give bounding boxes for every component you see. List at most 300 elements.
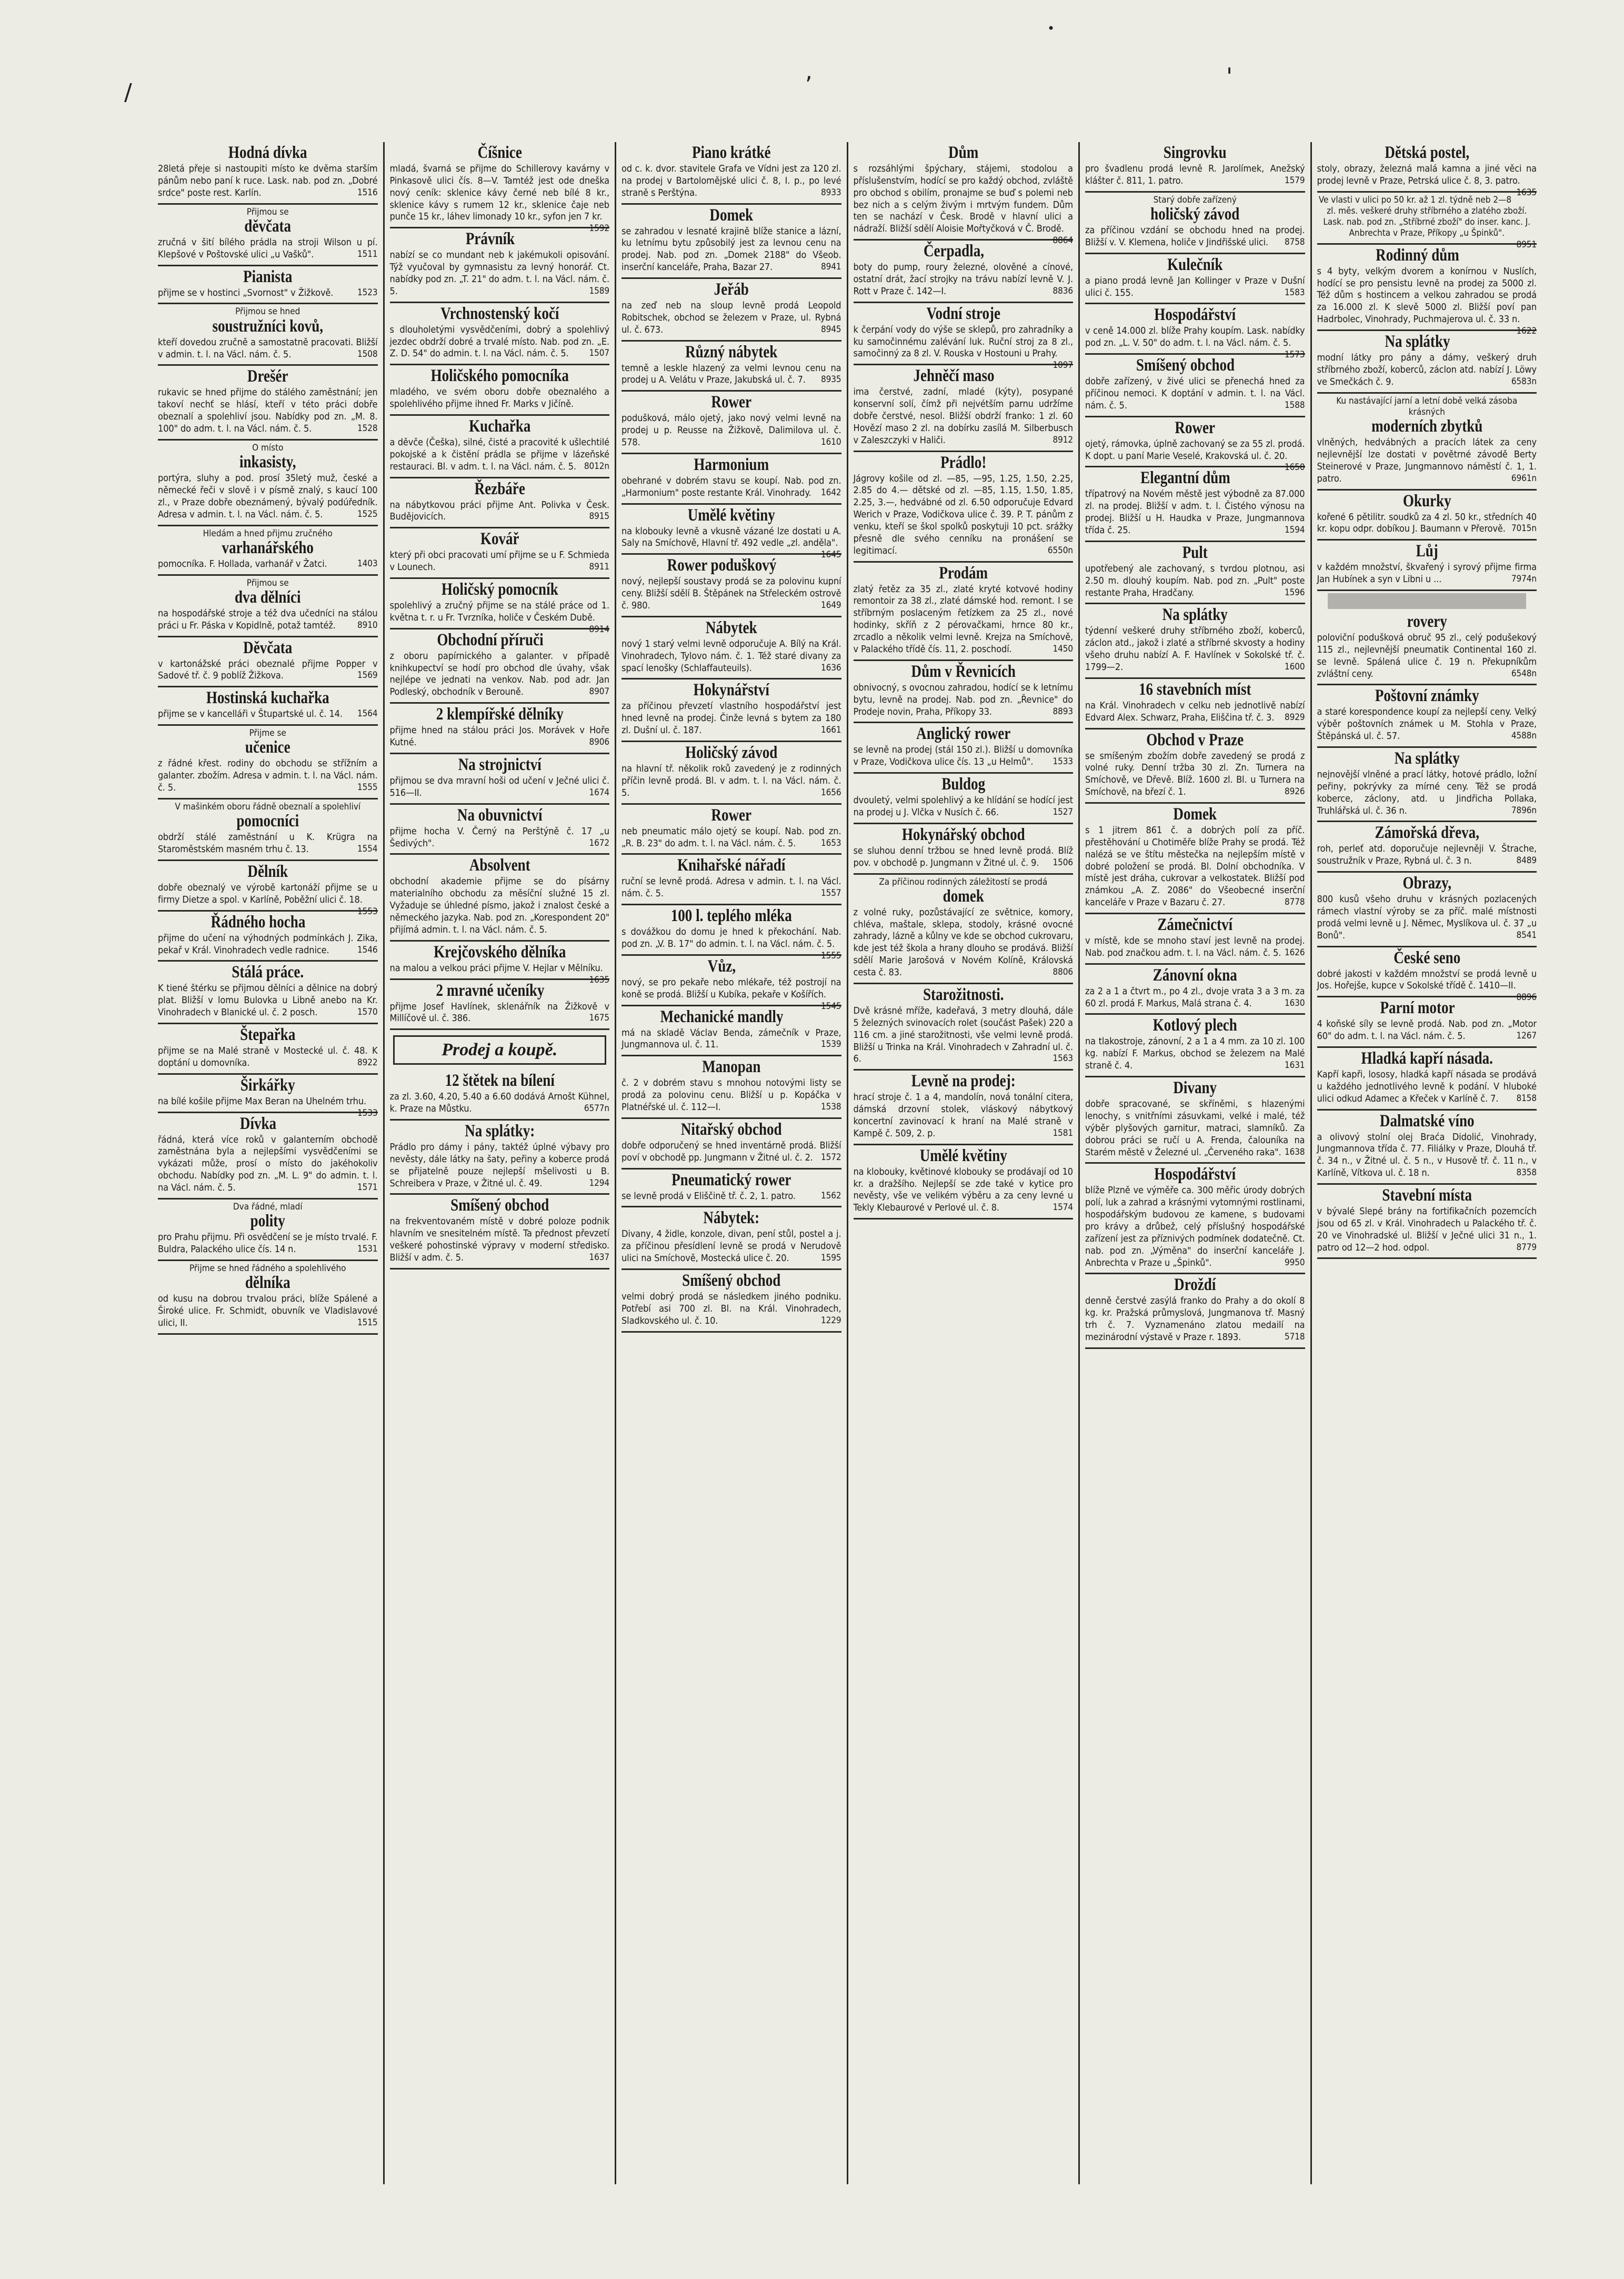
ad-body: [854, 744, 1074, 768]
ad-headline: Smíšený obchod: [450, 1196, 549, 1215]
classified-ad: [158, 576, 378, 637]
ad-body: [621, 525, 841, 561]
ad-body-text: za příčinou vzdání se obchodu hned na prodej. Bližší v. V. Klemena, holiče v Jindřišské ulici.: [1085, 224, 1305, 248]
ad-body-text: k čerpání vody do výše se sklepů, pro zahradníky a ku samočinnému zalévání luk. Ruční stroj za 8 zl., samočinný za 8 zl. V. Rouska v Hostouni u Prahy.: [853, 324, 1073, 359]
ad-number: 1553: [357, 906, 378, 917]
ad-body: [1085, 1036, 1305, 1072]
ad-body-text: spolehlivý a zručný přijme se na stálé práce od 1. května t. r. u Fr. Tvrzníka, holiče v Českém Dubě.: [389, 600, 609, 623]
ad-headline: Holičský závod: [685, 743, 778, 763]
ad-body-text: neb pneumatic málo ojetý se koupí. Nab. pod zn. „R. B. 23" do adm. t. l. na Václ. nám. č. 5.: [621, 825, 841, 849]
classified-ad: [1317, 331, 1537, 394]
ad-body-text: na Král. Vinohradech v celku neb jednotlivě nabízí Edvard Alex. Schwarz, Praha, Eliščina tř. č. 3.: [1085, 699, 1305, 723]
ad-body-text: na frekventovaném místě v dobré poloze podnik hlavním ve snesitelném místě. Ta přednost převzetí veškeré pohostinské výpravy v moderní středisko. Bližší v adm. č. 5.: [389, 1216, 609, 1263]
ad-body: [1317, 1132, 1537, 1180]
ad-body-text: obdrží stálé zaměstnání u K. Krügra na Staroměstském masném trhu č. 13.: [158, 832, 378, 855]
ad-body: [854, 1005, 1074, 1065]
ad-headline: Hladká kapří násada.: [1361, 1049, 1493, 1068]
ad-body-text: dobře zařízený, v živé ulici se přenechá hned za příčinou nemoci. K doptání v admin. t. l. na Václ. nám. č. 5.: [1085, 376, 1305, 411]
ad-headline: Hokynářství: [693, 681, 769, 700]
ad-body: [854, 1166, 1074, 1214]
ad-body-text: přijmou se dva mravní hoši od učení v Ječné ulici č. 516—II.: [389, 775, 609, 798]
ad-headline: polity: [250, 1212, 285, 1231]
classified-ad: [621, 142, 841, 205]
classified-ad: [854, 452, 1074, 563]
ad-number: 8935: [820, 374, 841, 385]
classified-ad: [158, 266, 378, 305]
ad-body-text: dvouletý, velmi spolehlivý a ke hlídání se hodící jest na prodej u J. Vlčka v Nusích č. 66.: [853, 795, 1073, 818]
ad-body-text: blíže Plzně ve výměře ca. 300 měřic úrody dobrých polí, luk a zahrad a krásnými vytomnými rostlinami, hospodářským budovou ze kamene, s budovami pro krávy a drůbež, celý příslušný hospodářské zařízení jest za příznivých podmínek dodatečně. Ct. nab. pod zn. „Výměna" do inserční kanceláře J. Anbrechta v Praze u „Špinků".: [1085, 1185, 1305, 1268]
ad-headline: Kuchařka: [468, 417, 530, 436]
ad-body: [1317, 352, 1537, 388]
ad-headline: Zánovní okna: [1152, 965, 1237, 985]
ad-body-text: modní látky pro pány a dámy, veškerý druh stříbrného zboží, koberců, záclon atd. nabízí J. Löwy ve Smečkách č. 9.: [1317, 352, 1537, 387]
classified-ad: [621, 1056, 841, 1119]
classified-ad: [158, 912, 378, 962]
ad-body: [621, 976, 841, 1012]
classified-ad: [389, 142, 610, 234]
scan-mark: ': [1226, 63, 1233, 90]
ad-number: 1635: [589, 974, 609, 985]
classified-ad: [621, 742, 841, 805]
ad-lead-in: V mašinkém oboru řádně obeznalí a spolehliví: [175, 801, 361, 812]
ad-number: 1523: [357, 287, 378, 298]
ad-headline: Divany: [1173, 1078, 1217, 1098]
classified-ad: [621, 1207, 841, 1270]
ad-body-text: denně čerstvé zasýlá franko do Prahy a do okolí 8 kg. kr. Pražská průmyslová, Jungmanova tř. Masný trh č. 7. Vyznamenáno zlatou medailí na mezinárodní výstavě v Praze r. 1893.: [1085, 1295, 1305, 1343]
ad-body-text: řádná, která více roků v galanterním obchodě zaměstnána byla a nejlepšími vysvědčeními se vykázati může, prosí o místo do jakéhokoliv obchodu. Nabídky pod zn. „M. L. 9" do admin. t. l. na Václ. nám. č. 5.: [158, 1134, 378, 1193]
ad-number: 8836: [1052, 285, 1073, 296]
ad-number: 8864: [1052, 235, 1073, 246]
ad-body-text: 28letá přeje si nastoupiti místo ke dvěma starším pánům nebo paní k ruce. Lask. nab. pod zn. „Dobré srdce" poste rest. Karlín.: [158, 163, 378, 198]
section-banner-text: Prodej a koupě.: [442, 1040, 558, 1060]
classified-ad: [854, 723, 1074, 774]
ad-body-text: přijme hned na stálou práci Jos. Morávek v Hoře Kutné.: [389, 725, 609, 748]
ad-body-text: Divany, 4 židle, konzole, divan, pení stůl, postel a j. za příčinou přesídlení levně se prodá v Nerudově ulici na Smíchově, Mostecká ulice č. 20.: [621, 1228, 841, 1264]
ad-lead-in: Dva řádné, mladí: [233, 1201, 303, 1212]
ad-headline: Širkářky: [240, 1075, 295, 1095]
ad-headline: Hospodářství: [1154, 1165, 1236, 1184]
ad-body-text: na klobouky levně a vkusně vázané lze dostati u A. Saly na Smíchově, Hlavní tř. 492 vedle „zl. anděla".: [621, 525, 841, 549]
ad-body: [854, 795, 1074, 819]
ad-body-text: v každém množství, škvařený i syrový přijme firma Jan Hubínek a syn v Libni u ...: [1317, 562, 1537, 585]
ad-body: [1085, 438, 1305, 473]
ad-headline: Smíšený obchod: [1136, 356, 1235, 375]
ad-headline: Prodám: [938, 563, 988, 583]
ad-body-text: vlněných, hedvábných a pracích látek za ceny nejlevnější lze dostati v povětrné závodě Berty Steinerové v Praze, Jungmannovo náměstí č. 1, 1. patro.: [1317, 437, 1537, 484]
ad-body: [390, 826, 610, 850]
ad-body: [158, 163, 378, 199]
ad-number: 8758: [1284, 236, 1305, 247]
ad-body: [158, 337, 378, 361]
ad-body: [158, 933, 378, 957]
ad-body-text: kořené 6 pětilitr. soudků za 4 zl. 50 kr., středních 40 kr. kopu odpr. dobíkou J. Baumann v Přerově.: [1317, 511, 1537, 535]
ad-headline: Pneumatický rower: [671, 1170, 791, 1190]
scan-mark: /: [124, 79, 132, 106]
ad-body-text: kteří dovedou zručně a samostatně pracovati. Bližší v admin. t. l. na Václ. nám. č. 5.: [158, 336, 378, 360]
ad-body: [1085, 225, 1305, 249]
ad-number: 1267: [1516, 1031, 1537, 1042]
ad-body: [1085, 825, 1305, 909]
ad-body-text: Prádlo pro dámy i pány, taktéž úplné výbavy pro nevěsty, dále látky na šaty, peřiny a koberce prodá se přijatelně pouze nejlepší mšelivosti u B. Schreibera v Praze, v Žitné ul. č. 49.: [389, 1141, 609, 1189]
ad-number: 6577n: [584, 1103, 609, 1114]
ad-headline: 2 mravné učeníky: [436, 981, 544, 1000]
ad-body: [854, 473, 1074, 557]
ad-number: 1508: [357, 348, 378, 359]
ad-body-text: s rozsáhlými špýchary, stájemi, stodolou a příslušenstvím, hodící se pro každý obchod, zvláště pro obchod s obilím, pronajme se buď s polemi neb bez nich a s celým živým i mrtvým fundem. Dům ten se nachází v Česk. Brodě v hlavní ulici a nádraží. Bližší sdělí Aloisie Mořtyčková v Č. Brodě.: [853, 163, 1073, 235]
ad-headline: Dalmatské víno: [1379, 1111, 1475, 1131]
ad-body: [1317, 163, 1537, 198]
ad-body-text: obchodní akademie přijme se do písárny materialního obchodu za měsíční služné 15 zl. Vyžaduje se úhledné písmo, jakož i znalost české a německého jazyka. Nab. pod zn. „Korespondent 20" přijímá admin. t. l. na Václ. nám. č. 5.: [389, 876, 609, 935]
ad-body: [389, 600, 610, 635]
ad-body: [1317, 769, 1537, 817]
ad-body-text: nový, nejlepší soustavy prodá se za polovinu kupní ceny. Bližší sdělí B. Štěpánek na Střeleckém ostrově č. 980.: [621, 576, 841, 612]
ad-body: [1317, 843, 1537, 867]
ad-body-text: na zeď neb na sloup levně prodá Leopold Robitschek, obchod se železem v Praze, ul. Rybná ul. č. 673.: [621, 300, 841, 335]
ad-headline: Rower poduškový: [667, 556, 777, 575]
ad-number: 7896n: [1511, 805, 1537, 816]
ad-number: 8915: [589, 511, 609, 522]
classified-ad: [158, 687, 378, 726]
ad-number: 1531: [357, 1243, 378, 1254]
ad-headline: Vodní stroje: [926, 304, 1000, 323]
ad-number: 8912: [1052, 434, 1073, 445]
ad-number: 1610: [820, 437, 841, 448]
ad-body-text: se levně prodá v Eliščině tř. č. 2, 1. patro.: [621, 1190, 796, 1202]
ad-headline: Pult: [1182, 543, 1208, 562]
ad-number: 1638: [1284, 1146, 1305, 1157]
ad-body-text: pomocníka. F. Hollada, varhanář v Žatci.: [158, 558, 327, 569]
ad-body: [158, 608, 378, 632]
ad-body: [158, 1045, 378, 1069]
ad-headline: Domek: [1173, 805, 1217, 824]
ad-headline: Absolvent: [469, 856, 530, 875]
ad-number: 7974n: [1511, 574, 1537, 585]
ad-headline: učenice: [245, 738, 290, 757]
ad-headline: holičský závod: [1150, 204, 1240, 224]
ad-headline: Anglický rower: [916, 724, 1010, 744]
ad-body-text: dobré jakosti v každém množství se prodá levně u Jos. Hořejše, kupce v Sokolské třídě č. 1410—II.: [1317, 968, 1537, 992]
ad-body: [389, 962, 610, 985]
classified-ad: [158, 962, 378, 1024]
ad-headline: Obrazy,: [1402, 874, 1451, 893]
ad-body: [390, 249, 610, 297]
ad-number: 8951: [1516, 239, 1537, 250]
classified-ad: [390, 704, 610, 754]
ad-number: 1097: [1052, 360, 1073, 371]
ad-headline: Elegantní dům: [1140, 468, 1230, 488]
classified-ad: [390, 629, 610, 704]
ad-number: 8906: [589, 737, 609, 748]
classified-ad: [621, 1270, 841, 1333]
ad-number: 1403: [357, 558, 378, 569]
classified-ad: [854, 241, 1074, 303]
ad-body: [158, 558, 378, 571]
ad-number: 1525: [357, 508, 378, 519]
ad-body: [621, 1140, 841, 1164]
classified-ad: [158, 1261, 378, 1335]
classified-ad: [158, 1200, 378, 1261]
classified-ad: [158, 799, 378, 861]
ad-body-text: rukavic se hned přijme do stálého zaměstnání; jen takoví nechť se hlásí, kteří v této práci dobře obeznalí a spolehliví jsou. Nabídky pod zn. „M. 8. 100" do adm. t. l. na Václ. nám. č. 5.: [158, 387, 378, 434]
ad-number: 8910: [357, 619, 378, 631]
ad-headline: Buldog: [941, 775, 985, 794]
ad-body-text: Jágrovy košile od zl. —85, —95, 1.25, 1.50, 2.25, 2.85 do 4.— dětské od zl. —85, 1.15, 1.50, 1.85, 2.25, 3.—, hedvábné od zl. 6.50 odporučuje Edvard Werich v Praze, Vodičkova ulice č. 39. P. T. pánům z venku, kteří se škol spolků poskytuji 10 pct. srážky přesně dle svého cenníku na pronášení se legitimací.: [853, 473, 1073, 556]
ad-number: 1539: [820, 1039, 841, 1050]
ad-number: 1592: [589, 223, 609, 234]
ad-headline: Parní motor: [1379, 998, 1455, 1018]
ad-headline: Děvčata: [243, 638, 293, 657]
ad-body-text: v kartonážské práci obeznalé přijme Popper v Sadové tř. č. 9 poblíž Žižkova.: [158, 658, 378, 682]
ad-headline: Obchodní příruči: [436, 630, 544, 649]
classified-ad: [621, 1119, 841, 1170]
ad-body: [621, 475, 841, 499]
ad-headline: Manopan: [702, 1057, 761, 1077]
ad-body-text: přijme do učení na výhodných podmínkách J. Zika, pekař v Král. Vinohradech vedle radnice.: [158, 932, 378, 956]
ad-column: [1310, 142, 1542, 2184]
ad-body: [158, 287, 378, 299]
ad-body-text: se sluhou denní tržbou se hned levně prodá. Blíž pov. v obchodě p. Jungmann v Žitné ul. č. 9.: [853, 845, 1073, 868]
ad-number: 8922: [357, 1057, 378, 1068]
ad-body-text: a děvče (Češka), silné, čisté a pracovité k ušlechtilé pokojské a k čistění prádla se přijme v lázeňské restauraci. Bl. v adm. t. l. na Václ. nám. č. 5.: [389, 437, 609, 472]
ad-body: [853, 324, 1074, 371]
classified-ad: [1317, 193, 1537, 250]
ad-body: [1085, 700, 1305, 724]
classified-ad: [1317, 394, 1537, 491]
ad-body: [621, 413, 841, 449]
ad-body: [1317, 265, 1537, 337]
ad-body-text: se smíšeným zbožím dobře zavedený se prodá z volné ruky. Denní tržba 30 zl. Zn. Turnera na Smíchově, ve Dřevě. Blíž. 1600 zl. Bl. u Turnera na Smíchově, na březí č. 1.: [1085, 750, 1305, 798]
classified-ad: [621, 555, 841, 617]
ad-body-text: má na skladě Václav Benda, zámečník v Praze, Jungmannova ul. č. 11.: [621, 1027, 841, 1051]
ad-body-text: na hospodářské stroje a též dva učedníci na stálou práci u Fr. Páska v Kopidlně, potaž tamtéž.: [158, 607, 378, 631]
ad-number: 1557: [820, 888, 841, 899]
ad-body: [1317, 706, 1537, 743]
classified-ad: [1085, 965, 1305, 1015]
ad-body: [621, 926, 841, 961]
classified-ad: [158, 441, 378, 526]
ad-number: 1645: [820, 549, 841, 561]
classified-ad: [621, 392, 841, 454]
ad-number: 1675: [589, 1013, 609, 1024]
ad-body: [158, 758, 378, 794]
ad-headline: Na splátky: [1162, 605, 1228, 625]
ad-body-text: nejnovější vlněné a prací látky, hotové prádlo, ložní peřiny, pokrývky za mírné ceny. Též se prodá koberce, záclony, atd. u Jindřicha Pollaka, Truhlářská ul. č. 36 n.: [1317, 768, 1537, 816]
ad-body: [390, 499, 610, 524]
ad-body-text: z oboru papírnického a galanter. v případě knihkupectví se hodí pro obchod dle úvahy, však nejlépe ve jednati na venkov. Nab. pod adr. Jan Podleský, obchodník v Berouně.: [389, 650, 609, 698]
ad-body: [854, 682, 1074, 718]
ad-body: [854, 845, 1074, 869]
ad-headline: Rower: [711, 805, 752, 825]
ad-body-text: ruční se levně prodá. Adresa v admin. t. l. na Václ. nám. č. 5.: [621, 876, 841, 899]
ad-body-text: K tiené štérku se přijmou dělníci a dělnice na dobrý plat. Bližší v lomu Bulovka u Libně anebo na Kr. Vinohradech v Blanické ul. č. 2 posch.: [158, 983, 378, 1018]
classified-ad: [390, 228, 610, 303]
classified-ad: [1317, 873, 1537, 947]
ad-body-text: poloviční podušková obruč 95 zl., celý podušekový 115 zl., nejlevnější pneumatik Continental 160 zl. se levně. Spálená ulice č. 19 n. Překupníkům zvláštní ceny.: [1317, 632, 1537, 679]
classified-ad: [390, 754, 610, 805]
ad-body-text: pro švadlenu prodá levně R. Jarolímek, Anežský klášter č. 811, 1. patro.: [1085, 163, 1305, 186]
ad-number: 1622: [1516, 326, 1537, 337]
classified-ad: [853, 142, 1074, 246]
ad-body-text: mladá, švarná se přijme do Schillerovy kavárny v Pinkasově ulici čís. 8—V. Tamtéž jest ode dneška nový ceník: sklenice kávy černé neb bílé 8 kr., sklenice kávy s rumem 12 kr., sklenice čaje neb punče 15 kr., láhev limonady 10 kr., syfon jen 7 kr.: [389, 163, 609, 223]
ad-body-text: obehrané v dobrém stavu se koupí. Nab. pod zn. „Harmonium" poste restante Král. Vinohrady.: [621, 475, 841, 498]
ad-headline: Hospodářství: [1154, 305, 1236, 325]
ad-body: [621, 1228, 841, 1265]
ad-headline: Smíšený obchod: [682, 1271, 781, 1290]
ad-headline: Vůz,: [707, 956, 736, 976]
classified-ad: [1085, 679, 1305, 729]
ad-body: [158, 708, 378, 721]
classified-ad: [1317, 245, 1537, 337]
ad-number: 1636: [820, 662, 841, 673]
ad-headline: soustružníci kovů,: [212, 316, 324, 336]
ad-number: 8012n: [584, 461, 609, 472]
ad-number: 1546: [357, 944, 378, 955]
ad-headline: Piano krátké: [691, 143, 771, 162]
ad-body-text: obnivocný, s ovocnou zahradou, hodící se k letnímu bytu, levně na prodej. Nab. pod zn. „Řevnice" do Prodeje novin, Praha, Příkopy 33.: [853, 682, 1073, 717]
ad-headline: domek: [943, 886, 984, 906]
ad-headline: Kulečník: [1167, 255, 1223, 274]
classified-ad: [854, 875, 1074, 984]
ad-number: 1581: [1052, 1127, 1073, 1138]
ad-headline: Drešér: [247, 367, 288, 386]
ad-headline: Různý nábytek: [685, 342, 778, 362]
ad-headline: Hodná dívka: [228, 143, 307, 162]
ad-headline: Holičského pomocníka: [430, 366, 569, 386]
ad-body-text: a olivový stolní olej Braća Didolić, Vinohrady, Jungmannova třída č. 77. Filiálky v Praze, Dlouhá tř. č. 34 n., v Žitné ul. č. 5 n., v Husově tř. č. 11 n., v Karlíně, Vítkova ul. č. 18 n.: [1317, 1131, 1537, 1179]
ad-body: [158, 237, 378, 261]
ad-headline: Droždí: [1174, 1275, 1216, 1295]
ad-body-text: zručná v šití bílého prádla na stroji Wilson u pí. Klepšové v Poštovské ulici „u Vašků".: [158, 236, 378, 260]
ad-body: [854, 1092, 1074, 1140]
ad-headline: 100 l. teplého mléka: [670, 906, 792, 926]
ad-body: [1317, 1069, 1537, 1105]
ad-lead-in: Ve vlasti v ulici po 50 kr. až 1 zl. týdně neb 2—8 zl. měs. veškeré druhy stříbrného a zlatého zboží. Lask. nab. pod zn. „Stříbrné zboží" do inser. kanc. J. Anbrechta v Praze, Příkopy „u Špinků".: [1318, 194, 1531, 239]
ad-number: 1630: [1284, 997, 1305, 1008]
ad-headline: Na splátky:: [464, 1121, 535, 1141]
ad-body-text: zlatý řetěz za 35 zl., zlaté kryté kotvové hodiny remontoir za 38 zl., zlaté dámské hod. remont. I se stříbrným poslaceným řetízkem za 25 zl., nové hodinky, skříň z 2 pérovačkami, hrnce 80 kr., zrcadlo a několik velmi levně. Krejza na Smíchově, v Palackého třídě čís. 11, 2. poschodí.: [853, 583, 1073, 655]
ad-lead-in: Hledám a hned přijmu zručného: [203, 528, 333, 539]
classified-ad: [1317, 997, 1537, 1048]
ad-number: 1563: [1052, 1053, 1073, 1064]
ad-number: 8914: [589, 624, 609, 635]
ad-body: [390, 651, 610, 698]
ad-body-text: velmi dobrý prodá se následkem jiného podniku. Potřebí asi 700 zl. Bl. na Král. Vinohradech, Sladkovského ul. č. 10.: [621, 1291, 841, 1326]
ad-body-text: nový 1 starý velmi levně odporučuje A. Bílý na Král. Vinohradech, Tylovo nám. č. 1. Též staré divany za spací lenošky (Schlaffauteuils).: [621, 638, 841, 674]
ad-headline: Dělník: [247, 862, 288, 881]
classified-ad: [1085, 604, 1305, 678]
ad-body-text: z volné ruky, pozůstávající ze světnice, komory, chléva, maštale, sklepa, stodoly, krásné ovocné zahrady, lázně a kůlny ve kde se obchod cukrovaru, kde jest též škola a hrany dlouho se prodává. Bližší sdělí Marie Jarošová v Novém Kolíně, Královská cesta č. 83.: [853, 906, 1073, 978]
ad-number: 1555: [357, 782, 378, 793]
classified-ad: [390, 478, 610, 529]
ad-body: [158, 983, 378, 1019]
ad-body-text: 800 kusů všeho druhu v krásných pozlacených rámech vlastní výroby se za příč. malé místnosti prodá velmi levně u J. Němec, Myslíkova ul. č. 37 „u Bonů".: [1317, 894, 1537, 941]
ad-headline: dva dělníci: [234, 587, 301, 607]
ad-number: 1555: [820, 950, 841, 961]
ad-body-text: portýra, sluhy a pod. prosí 35letý muž, české a německé řeči v slově i v písmě znalý, s kaucí 100 zl., v Praze dobře obeznámený, bývalý podúředník. Adresa v admin. t. l. na Václ. nám. č. 5.: [158, 473, 378, 520]
classified-ad: [854, 1145, 1074, 1220]
classified-ad: [1085, 467, 1305, 542]
ad-number: 1594: [1284, 525, 1305, 535]
ad-body: [621, 701, 841, 737]
ad-body-text: na hlavní tř. několik roků zavedený je z rodinných příčin levně prodá. Bl. v adm. t. l. na Václ. nám. č. 5.: [621, 763, 841, 798]
ad-body-text: v místě, kde se mnoho staví jest levně na prodej. Nab. pod značkou adm. t. l. na Václ. nám. č. 5.: [1085, 935, 1305, 958]
ad-number: 8911: [589, 562, 609, 573]
classified-ad: [1085, 729, 1305, 804]
classified-ad: [621, 205, 841, 279]
ad-body-text: dobře spracované, se skříněmi, s hlazenými lenochy, s vnitřními zásuvkami, velké i malé, též výběr plyšových garnitur, matraci, slamníků. Za dobrou práci se ručí u A. Frenda, čalouníka na Starém městě v Železné ul. „Červeného raka".: [1085, 1098, 1305, 1158]
ad-body: [158, 882, 378, 917]
ad-body-text: na malou a velkou práci přijme V. Hejlar v Mělníku.: [389, 962, 603, 974]
ad-body: [158, 1095, 378, 1118]
ad-body-text: za příčinou převzetí vlastního hospodářství jest hned levně na prodej. Činže levná s bytem za 180 zl. Dušní ul. č. 187.: [621, 701, 841, 736]
ad-body: [621, 1291, 841, 1327]
ad-body: [1085, 563, 1305, 599]
ad-body: [390, 1216, 610, 1264]
classified-ad: [621, 855, 841, 905]
classified-ad: [158, 726, 378, 799]
ad-body: [1317, 632, 1537, 680]
ad-body: [854, 262, 1074, 298]
classified-ad: [1085, 914, 1305, 965]
ad-headline: Umělé květiny: [687, 505, 775, 525]
ad-lead-in: Za příčinou rodinných záležitostí se prodá: [879, 876, 1048, 887]
ad-headline: Na strojnictví: [458, 755, 542, 774]
ad-headline: inkasisty,: [239, 453, 296, 472]
ad-number: 8933: [820, 187, 841, 198]
ad-headline: Harmonium: [694, 455, 769, 474]
ad-headline: Kotlový plech: [1152, 1016, 1237, 1035]
classified-ad: [1317, 685, 1537, 748]
ad-body-text: dobře odporučený se hned inventárně prodá. Bližší poví v obchodě pp. Jungmann v Žitné ul. č. 2.: [621, 1140, 841, 1163]
ad-headline: Právník: [465, 229, 515, 249]
ad-body: [390, 386, 610, 411]
ad-headline: Lůj: [1416, 542, 1438, 561]
ad-body: [1317, 512, 1537, 536]
classified-ad: [1085, 193, 1305, 254]
ad-column: [847, 142, 1079, 2184]
ad-headline: Řezbáře: [474, 479, 525, 498]
ad-number: 1515: [357, 1317, 378, 1328]
ad-body: [158, 387, 378, 435]
ad-body-text: hrací stroje č. 1 a 4, mandolín, nová tonální citera, dámská drzovní stolek, vláskový nábytkový koncertní zavinovací k hraní na Malé straně v Kampě č. 509, 2. p.: [853, 1092, 1073, 1139]
ad-body: [621, 826, 841, 850]
ad-headline: Jeřáb: [714, 280, 749, 299]
ad-number: 1661: [820, 725, 841, 736]
ad-headline: České seno: [1393, 948, 1460, 967]
ad-lead-in: Přijmou se hned: [235, 306, 300, 317]
ad-body-text: přijme se v hostinci „Svornost" v Žižkově.: [158, 287, 334, 298]
classified-ad: [854, 365, 1074, 452]
ad-number: 1573: [1284, 349, 1305, 361]
ad-body-text: č. 2 v dobrém stavu s mnohou notovými listy se prodá za polovinu cenu. Bližší u p. Kopáčka v Platnéřské ul. č. 112—I.: [621, 1077, 841, 1113]
ad-body-text: nový, se pro pekaře nebo mlékaře, též postrojí na koně se prodá. Bližší u Kubíka, pekaře v Košířích.: [621, 976, 841, 1000]
ad-body: [390, 1142, 610, 1190]
ad-body: [158, 1232, 378, 1256]
classified-ad: [621, 905, 841, 961]
ad-headline: Na obuvnictví: [457, 805, 543, 825]
ad-number: 7015n: [1511, 523, 1537, 534]
ad-headline: Krejčovského dělníka: [433, 942, 566, 962]
ad-headline: Stavební místa: [1381, 1186, 1472, 1205]
ad-body-text: podušková, málo ojetý, jako nový velmi levně na prodej u p. Reusse na Žižkově, Dalimilova ul. č. 578.: [621, 413, 841, 448]
classified-ad: [1085, 1274, 1305, 1348]
ad-number: 1572: [820, 1152, 841, 1163]
ad-number: 1506: [1052, 857, 1073, 868]
ad-body: [621, 300, 841, 336]
ad-number: 1229: [820, 1315, 841, 1326]
classified-ad: [854, 563, 1074, 661]
ad-body-text: týdenní veškeré druhy stříbrného zboží, koberců, záclon atd., jakož i zlaté a stříbrné skvosty a hodiny všeho druhu nabízí A. F. Havlínek v Sokolské tř. č. 1799—2.: [1085, 625, 1305, 673]
